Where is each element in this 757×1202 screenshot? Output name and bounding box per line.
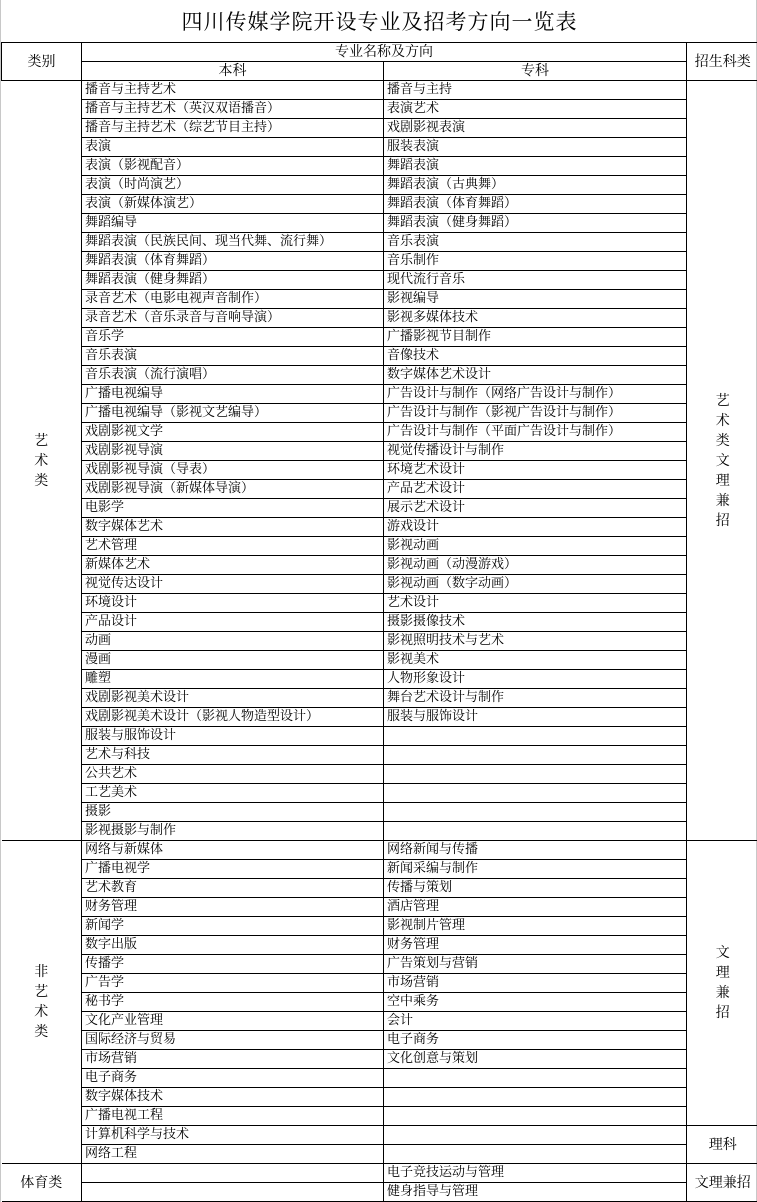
table-row [2, 537, 757, 556]
undergrad-major-cell: 广告学 [82, 974, 384, 993]
table-row [2, 138, 757, 157]
table-row [2, 214, 757, 233]
table-row [2, 366, 757, 385]
junior-major-cell [384, 1069, 687, 1088]
table-row [2, 1069, 757, 1088]
junior-major-cell: 影视动画（数字动画） [384, 575, 687, 594]
table-row [2, 81, 757, 100]
category-label: 艺术类 [34, 432, 49, 489]
undergrad-major-cell [82, 1164, 384, 1183]
table-row [2, 423, 757, 442]
junior-major-cell: 播音与主持 [384, 81, 687, 100]
table-row [2, 233, 757, 252]
undergrad-major-cell: 环境设计 [82, 594, 384, 613]
junior-major-cell [384, 727, 687, 746]
junior-major-cell: 游戏设计 [384, 518, 687, 537]
undergrad-major-cell: 数字出版 [82, 936, 384, 955]
table-row [2, 119, 757, 138]
table-row [2, 1145, 757, 1164]
undergrad-major-cell: 财务管理 [82, 898, 384, 917]
junior-major-cell: 广播影视节目制作 [384, 328, 687, 347]
table-row [2, 1126, 757, 1145]
undergrad-major-cell: 戏剧影视美术设计（影视人物造型设计） [82, 708, 384, 727]
undergrad-major-cell: 国际经济与贸易 [82, 1031, 384, 1050]
table-row [2, 1012, 757, 1031]
undergrad-major-cell: 音乐表演（流行演唱） [82, 366, 384, 385]
table-row [2, 917, 757, 936]
table-row [2, 803, 757, 822]
undergrad-major-cell: 漫画 [82, 651, 384, 670]
junior-major-cell [384, 1088, 687, 1107]
junior-major-cell: 人物形象设计 [384, 670, 687, 689]
undergrad-major-cell: 电影学 [82, 499, 384, 518]
junior-major-cell [384, 765, 687, 784]
header-major-group: 专业名称及方向 [82, 43, 687, 62]
undergrad-major-cell: 工艺美术 [82, 784, 384, 803]
junior-major-cell: 音乐表演 [384, 233, 687, 252]
table-row [2, 765, 757, 784]
category-label: 非艺术类 [34, 964, 49, 1040]
table-row [2, 670, 757, 689]
table-row [2, 271, 757, 290]
undergrad-major-cell: 广播电视编导（影视文艺编导） [82, 404, 384, 423]
undergrad-major-cell: 网络与新媒体 [82, 841, 384, 860]
table-row [2, 860, 757, 879]
junior-major-cell: 展示艺术设计 [384, 499, 687, 518]
undergrad-major-cell: 雕塑 [82, 670, 384, 689]
undergrad-major-cell: 舞蹈编导 [82, 214, 384, 233]
undergrad-major-cell [82, 1183, 384, 1202]
undergrad-major-cell: 动画 [82, 632, 384, 651]
undergrad-major-cell: 文化产业管理 [82, 1012, 384, 1031]
undergrad-major-cell: 市场营销 [82, 1050, 384, 1069]
undergrad-major-cell: 新闻学 [82, 917, 384, 936]
junior-major-cell: 影视制片管理 [384, 917, 687, 936]
junior-major-cell: 视觉传播设计与制作 [384, 442, 687, 461]
table-row [2, 974, 757, 993]
table-row [2, 727, 757, 746]
junior-major-cell: 表演艺术 [384, 100, 687, 119]
junior-major-cell: 现代流行音乐 [384, 271, 687, 290]
table-row [2, 347, 757, 366]
junior-major-cell: 传播与策划 [384, 879, 687, 898]
undergrad-major-cell: 影视摄影与制作 [82, 822, 384, 841]
table-row [2, 385, 757, 404]
table-row [2, 1183, 757, 1202]
undergrad-major-cell: 数字媒体艺术 [82, 518, 384, 537]
junior-major-cell: 舞台艺术设计与制作 [384, 689, 687, 708]
table-row [2, 879, 757, 898]
table-row [2, 480, 757, 499]
table-row [2, 1050, 757, 1069]
table-row [2, 499, 757, 518]
undergrad-major-cell: 表演 [82, 138, 384, 157]
undergrad-major-cell: 戏剧影视美术设计 [82, 689, 384, 708]
undergrad-major-cell: 艺术与科技 [82, 746, 384, 765]
table-row [2, 1107, 757, 1126]
junior-major-cell: 影视动画 [384, 537, 687, 556]
table-body [2, 81, 757, 1202]
table-row [2, 100, 757, 119]
undergrad-major-cell: 录音艺术（音乐录音与音响导演） [82, 309, 384, 328]
table-row [2, 442, 757, 461]
undergrad-major-cell: 舞蹈表演（健身舞蹈） [82, 271, 384, 290]
table-row [2, 689, 757, 708]
undergrad-major-cell: 服装与服饰设计 [82, 727, 384, 746]
undergrad-major-cell: 电子商务 [82, 1069, 384, 1088]
undergrad-major-cell: 新媒体艺术 [82, 556, 384, 575]
table-row [2, 461, 757, 480]
junior-major-cell: 数字媒体艺术设计 [384, 366, 687, 385]
junior-major-cell: 摄影摄像技术 [384, 613, 687, 632]
table-row [2, 1088, 757, 1107]
header-undergrad: 本科 [82, 62, 384, 81]
admission-cell-sports: 文理兼招 [687, 1164, 757, 1202]
table-row [2, 1031, 757, 1050]
undergrad-major-cell: 音乐学 [82, 328, 384, 347]
junior-major-cell: 健身指导与管理 [384, 1183, 687, 1202]
junior-major-cell: 酒店管理 [384, 898, 687, 917]
table-row [2, 328, 757, 347]
admission-label: 艺术类文理兼招 [715, 392, 730, 529]
junior-major-cell [384, 746, 687, 765]
junior-major-cell: 服装表演 [384, 138, 687, 157]
junior-major-cell: 空中乘务 [384, 993, 687, 1012]
junior-major-cell: 广告设计与制作（影视广告设计与制作） [384, 404, 687, 423]
table-row [2, 651, 757, 670]
table-row [2, 556, 757, 575]
table-row [2, 252, 757, 271]
undergrad-major-cell: 戏剧影视导演 [82, 442, 384, 461]
admission-cell-non-art [687, 841, 757, 1126]
admission-cell-science: 理科 [687, 1126, 757, 1164]
undergrad-major-cell: 戏剧影视文学 [82, 423, 384, 442]
table-row [2, 632, 757, 651]
undergrad-major-cell: 秘书学 [82, 993, 384, 1012]
junior-major-cell: 电子竞技运动与管理 [384, 1164, 687, 1183]
junior-major-cell: 市场营销 [384, 974, 687, 993]
table-row [2, 784, 757, 803]
junior-major-cell: 戏剧影视表演 [384, 119, 687, 138]
junior-major-cell [384, 1126, 687, 1145]
junior-major-cell: 影视美术 [384, 651, 687, 670]
junior-major-cell [384, 784, 687, 803]
junior-major-cell: 环境艺术设计 [384, 461, 687, 480]
junior-major-cell: 服装与服饰设计 [384, 708, 687, 727]
undergrad-major-cell: 艺术管理 [82, 537, 384, 556]
table-row [2, 936, 757, 955]
junior-major-cell: 音像技术 [384, 347, 687, 366]
junior-major-cell: 舞蹈表演（健身舞蹈） [384, 214, 687, 233]
table-row [2, 157, 757, 176]
undergrad-major-cell: 播音与主持艺术 [82, 81, 384, 100]
header-category: 类别 [2, 43, 82, 81]
junior-major-cell: 广告设计与制作（网络广告设计与制作） [384, 385, 687, 404]
header-admission-type: 招生科类 [687, 43, 757, 81]
category-cell-sports: 体育类 [2, 1164, 82, 1202]
junior-major-cell [384, 803, 687, 822]
table-row [2, 746, 757, 765]
undergrad-major-cell: 播音与主持艺术（英汉双语播音） [82, 100, 384, 119]
table-row [2, 575, 757, 594]
table-row [2, 518, 757, 537]
header-junior: 专科 [384, 62, 687, 81]
junior-major-cell: 产品艺术设计 [384, 480, 687, 499]
majors-table [1, 42, 757, 1202]
undergrad-major-cell: 网络工程 [82, 1145, 384, 1164]
undergrad-major-cell: 广播电视学 [82, 860, 384, 879]
table-row [2, 176, 757, 195]
undergrad-major-cell: 摄影 [82, 803, 384, 822]
junior-major-cell: 网络新闻与传播 [384, 841, 687, 860]
undergrad-major-cell: 表演（影视配音） [82, 157, 384, 176]
undergrad-major-cell: 舞蹈表演（民族民间、现当代舞、流行舞） [82, 233, 384, 252]
junior-major-cell: 财务管理 [384, 936, 687, 955]
undergrad-major-cell: 播音与主持艺术（综艺节目主持） [82, 119, 384, 138]
undergrad-major-cell: 戏剧影视导演（新媒体导演） [82, 480, 384, 499]
junior-major-cell [384, 822, 687, 841]
junior-major-cell: 舞蹈表演 [384, 157, 687, 176]
undergrad-major-cell: 视觉传达设计 [82, 575, 384, 594]
junior-major-cell: 影视动画（动漫游戏） [384, 556, 687, 575]
admission-cell-art [687, 81, 757, 841]
junior-major-cell: 舞蹈表演（古典舞） [384, 176, 687, 195]
undergrad-major-cell: 舞蹈表演（体育舞蹈） [82, 252, 384, 271]
table-row [2, 841, 757, 860]
undergrad-major-cell: 录音艺术（电影电视声音制作） [82, 290, 384, 309]
undergrad-major-cell: 表演（新媒体演艺） [82, 195, 384, 214]
junior-major-cell: 广告设计与制作（平面广告设计与制作） [384, 423, 687, 442]
undergrad-major-cell: 计算机科学与技术 [82, 1126, 384, 1145]
junior-major-cell: 会计 [384, 1012, 687, 1031]
junior-major-cell: 艺术设计 [384, 594, 687, 613]
table-row [2, 290, 757, 309]
undergrad-major-cell: 表演（时尚演艺） [82, 176, 384, 195]
undergrad-major-cell: 公共艺术 [82, 765, 384, 784]
page-title: 四川传媒学院开设专业及招考方向一览表 [181, 10, 578, 34]
junior-major-cell: 影视编导 [384, 290, 687, 309]
undergrad-major-cell: 广播电视工程 [82, 1107, 384, 1126]
table-row [2, 613, 757, 632]
junior-major-cell: 新闻采编与制作 [384, 860, 687, 879]
undergrad-major-cell: 传播学 [82, 955, 384, 974]
junior-major-cell: 舞蹈表演（体育舞蹈） [384, 195, 687, 214]
category-cell-non-art [2, 841, 82, 1164]
table-row [2, 594, 757, 613]
junior-major-cell [384, 1107, 687, 1126]
junior-major-cell: 文化创意与策划 [384, 1050, 687, 1069]
undergrad-major-cell: 数字媒体技术 [82, 1088, 384, 1107]
table-row [2, 708, 757, 727]
junior-major-cell: 音乐制作 [384, 252, 687, 271]
junior-major-cell: 影视照明技术与艺术 [384, 632, 687, 651]
junior-major-cell [384, 1145, 687, 1164]
admission-label: 文理兼招 [715, 945, 730, 1021]
undergrad-major-cell: 广播电视编导 [82, 385, 384, 404]
table-row [2, 822, 757, 841]
undergrad-major-cell: 产品设计 [82, 613, 384, 632]
table-row [2, 1164, 757, 1183]
junior-major-cell: 电子商务 [384, 1031, 687, 1050]
category-cell-art [2, 81, 82, 841]
undergrad-major-cell: 艺术教育 [82, 879, 384, 898]
table-row [2, 955, 757, 974]
table-row [2, 195, 757, 214]
table-row [2, 309, 757, 328]
undergrad-major-cell: 戏剧影视导演（导表） [82, 461, 384, 480]
junior-major-cell: 影视多媒体技术 [384, 309, 687, 328]
table-row [2, 898, 757, 917]
junior-major-cell: 广告策划与营销 [384, 955, 687, 974]
table-row [2, 404, 757, 423]
table-row [2, 993, 757, 1012]
undergrad-major-cell: 音乐表演 [82, 347, 384, 366]
